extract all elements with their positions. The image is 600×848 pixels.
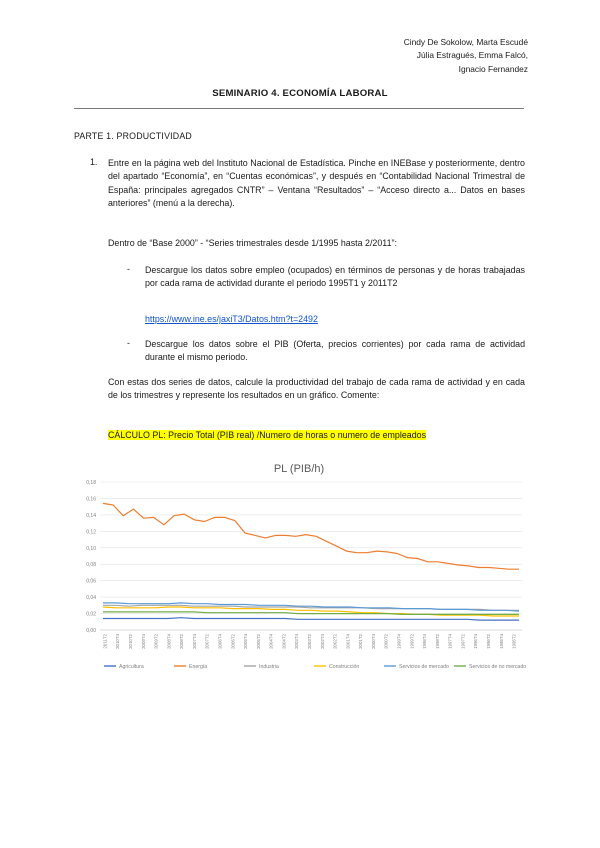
x-tick-label: 2008T4 — [166, 634, 172, 649]
x-tick-label: 2005T4 — [243, 634, 249, 649]
x-tick-label: 2004T4 — [268, 634, 274, 649]
y-tick-label: 0,04 — [86, 595, 96, 602]
x-tick-label: 1995T4 — [498, 634, 504, 649]
x-tick-label: 2006T4 — [217, 634, 223, 649]
calculation-line — [108, 430, 426, 440]
series-line — [103, 612, 519, 615]
y-tick-label: 0,06 — [86, 578, 96, 585]
legend-label: Industria — [259, 664, 279, 670]
x-tick-label: 2010T2 — [127, 634, 133, 649]
document-title: SEMINARIO 4. ECONOMÍA LABORAL — [212, 88, 388, 99]
bullet-marker-2: - — [127, 338, 130, 348]
x-tick-label: 2001T2 — [358, 634, 364, 649]
x-tick-label: 2008T2 — [179, 634, 185, 649]
x-tick-label: 2004T2 — [281, 634, 287, 649]
x-tick-label: 2002T4 — [319, 634, 325, 649]
ine-data-link[interactable]: https://www.ine.es/jaxiT3/Datos.htm?t=2492 — [145, 314, 318, 324]
x-tick-label: 1999T4 — [396, 634, 402, 649]
author-line-2: Júlia Estragués, Emma Falcó, — [416, 50, 528, 61]
y-tick-label: 0,10 — [86, 545, 96, 552]
item-number: 1. — [90, 157, 98, 167]
x-tick-label: 1997T2 — [460, 634, 466, 649]
y-tick-label: 0,12 — [86, 529, 96, 536]
y-tick-label: 0,18 — [86, 480, 96, 486]
x-tick-label: 2007T4 — [191, 634, 197, 649]
x-tick-label: 1998T2 — [434, 634, 440, 649]
y-tick-label: 0,16 — [86, 496, 96, 503]
y-tick-label: 0,14 — [86, 512, 96, 519]
series-line — [103, 503, 519, 569]
bullet-gdp: Descargue los datos sobre el PIB (Oferta, precios corrientes) por cada rama de actividad durante el mismo periodo. — [145, 339, 525, 363]
x-tick-label: 2000T4 — [370, 634, 376, 649]
author-line-1: Cindy De Sokolow, Marta Escudé — [403, 37, 528, 47]
x-tick-label: 2007T2 — [204, 634, 210, 649]
x-tick-label: 2005T2 — [255, 634, 261, 649]
x-tick-label: 2006T2 — [230, 634, 236, 649]
x-tick-label: 2011T2 — [102, 634, 108, 649]
bullet-marker-1: - — [127, 264, 130, 274]
part-heading: PARTE 1. PRODUCTIVIDAD — [74, 131, 192, 141]
x-tick-label: 2000T2 — [383, 634, 389, 649]
x-tick-label: 1999T2 — [409, 634, 415, 649]
x-tick-label: 1996T4 — [473, 634, 479, 649]
y-tick-label: 0,02 — [86, 611, 96, 618]
bullet-employment: Descargue los datos sobre empleo (ocupados) en términos de personas y de horas trabajadas por cada rama de actividad durante el periodo 1995T1 y 2011T2 — [145, 265, 525, 289]
x-tick-label: 2003T2 — [307, 634, 312, 649]
x-tick-label: 2010T4 — [115, 634, 121, 649]
x-tick-label: 2001T4 — [345, 634, 351, 649]
series-line — [103, 618, 519, 620]
base-2000-paragraph: Dentro de “Base 2000” - “Series trimestrales desde 1/1995 hasta 2/2011”: — [108, 238, 397, 248]
productivity-paragraph: Con estas dos series de datos, calcule la productividad del trabajo de cada rama de actividad y en cada de los trimestres y represente los resultados en un gráfico. Comente: — [108, 377, 525, 401]
x-tick-label: 1997T4 — [447, 634, 453, 649]
x-tick-label: 1998T4 — [422, 634, 428, 649]
x-tick-label: 1996T2 — [486, 634, 492, 649]
x-tick-label: 2009T4 — [140, 634, 146, 649]
x-tick-label: 1995T2 — [511, 634, 517, 649]
legend-label: Servicios de no mercado — [469, 664, 527, 670]
productivity-chart — [64, 452, 534, 684]
legend-label: Construcción — [329, 664, 360, 670]
y-tick-label: 0,00 — [86, 628, 96, 634]
x-tick-label: 2009T2 — [153, 634, 159, 649]
legend-label: Agricultura — [119, 664, 144, 670]
author-list — [404, 36, 528, 76]
x-tick-label: 2003T4 — [294, 634, 300, 649]
chart-title: PL (PIB/h) — [273, 463, 325, 475]
author-line-3: Ignacio Fernandez — [458, 63, 528, 74]
title-divider — [74, 108, 524, 109]
x-tick-label: 2002T2 — [332, 634, 338, 649]
legend-label: Servicios de mercado — [399, 664, 449, 670]
legend-label: Energía — [189, 664, 208, 670]
calculation-formula: CÁLCULO PL: Precio Total (PIB real) /Numero de horas o numero de empleados — [108, 430, 427, 440]
y-tick-label: 0,08 — [86, 562, 96, 569]
instructions-paragraph: Entre en la página web del Instituto Nacional de Estadística. Pinche en INEBase y posteriormente, dentro del apartado “Economía”, en “Cuentas económicas”, y después en “Contabilidad Nacional Trimestral de España: principales agregados CNTR” – Ventana “Resultados” – “Acceso directo a... Datos en bases anteriores” (menú a la derecha). — [108, 158, 525, 209]
